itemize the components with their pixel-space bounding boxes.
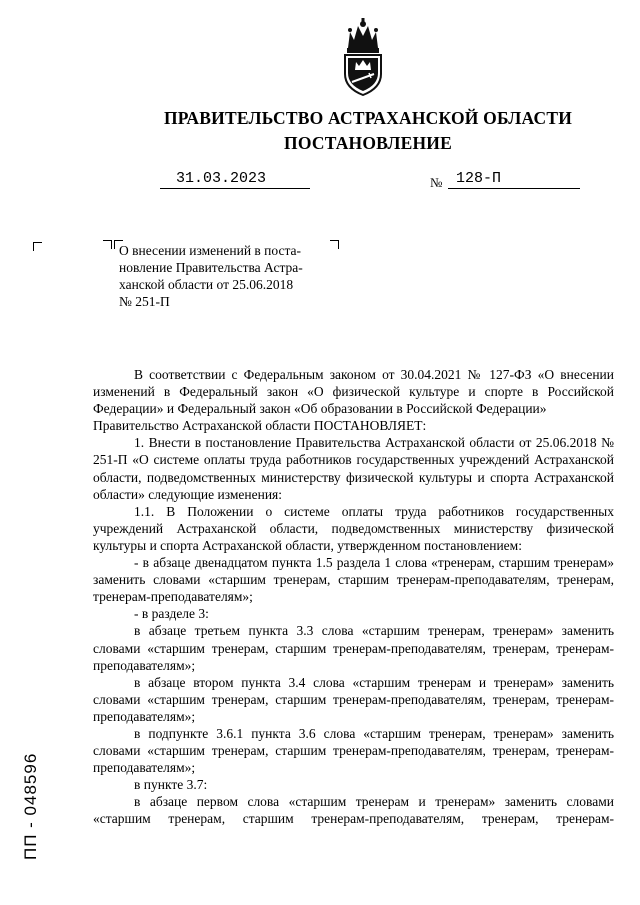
body-paragraph: 1.1. В Положении о системе оплаты труда работников государственных учреждений Астраханской области, подведомственных министерству физической культуры и спорта Астраханской области, утвержденном постановлением: — [93, 503, 614, 553]
document-number: 128-П — [456, 170, 502, 187]
body-paragraph: Правительство Астраханской области ПОСТАНОВЛЯЕТ: — [93, 418, 427, 434]
margin-corner-mark — [33, 242, 42, 251]
number-sign: № — [430, 175, 443, 190]
document-body — [93, 366, 614, 828]
astrakhan-coat-of-arms-icon — [338, 18, 388, 96]
subject-corner-mark — [103, 240, 112, 249]
body-paragraph: в абзаце третьем пункта 3.3 слова «старшим тренерам, тренерам» заменить словами «старшим тренерам, старшим тренерам-преподавателям, тренерам, тренерам-преподавателям»; — [93, 623, 614, 673]
body-paragraph: в абзаце втором пункта 3.4 слова «старшим тренерам и тренерам» заменить словами «старшим тренерам, старшим тренерам-преподавателям, тренерам, тренерам-преподавателям»; — [93, 674, 614, 724]
body-paragraph: В соответствии с Федеральным законом от 30.04.2021 № 127-ФЗ «О внесении изменений в Федеральный закон «О физической культуре и спорте в Российской Федерации» и Федеральный закон «Об образовании в Российской Федерации» — [93, 367, 614, 417]
subject-line: ханской области от 25.06.2018 — [119, 277, 294, 292]
form-serial-number: ПП - 048596 — [21, 752, 40, 860]
body-paragraph: - в абзаце двенадцатом пункта 1.5 раздела 1 слова «тренерам, старшим тренерам» заменить словами «старшим тренерам, старшим тренерам-преподавателям, тренерам, тренерам-преподавателям»; — [93, 555, 614, 605]
body-paragraph: в пункте 3.7: — [134, 777, 208, 793]
document-subject — [119, 242, 337, 310]
body-paragraph: 1. Внести в постановление Правительства Астраханской области от 25.06.2018 № 251-П «О системе оплаты труда работников государственных учреждений Астраханской области, подведомственных министерству физической культуры и спорта Астраханской области» следующие изменения: — [93, 435, 614, 502]
subject-line: № 251-П — [119, 294, 170, 309]
subject-line: О внесении изменений в поста- — [119, 243, 302, 258]
document-date: 31.03.2023 — [176, 170, 267, 187]
government-title: ПРАВИТЕЛЬСТВО АСТРАХАНСКОЙ ОБЛАСТИ — [163, 108, 573, 128]
body-paragraph: - в разделе 3: — [134, 606, 209, 622]
body-paragraph: в подпункте 3.6.1 пункта 3.6 слова «старшим тренерам, тренерам» заменить словами «старшим тренерам, старшим тренерам-преподавателям, тренерам, тренерам-преподавателям»; — [93, 725, 614, 776]
subject-line: новление Правительства Астра- — [119, 260, 303, 275]
body-paragraph: в абзаце первом слова «старшим тренерам и тренерам» заменить словами «старшим тренерам, старшим тренерам-преподавателям, тренерам, тренерам- — [93, 794, 614, 827]
number-underline — [448, 188, 580, 189]
date-underline — [160, 188, 310, 189]
document-type: ПОСТАНОВЛЕНИЕ — [284, 133, 452, 153]
